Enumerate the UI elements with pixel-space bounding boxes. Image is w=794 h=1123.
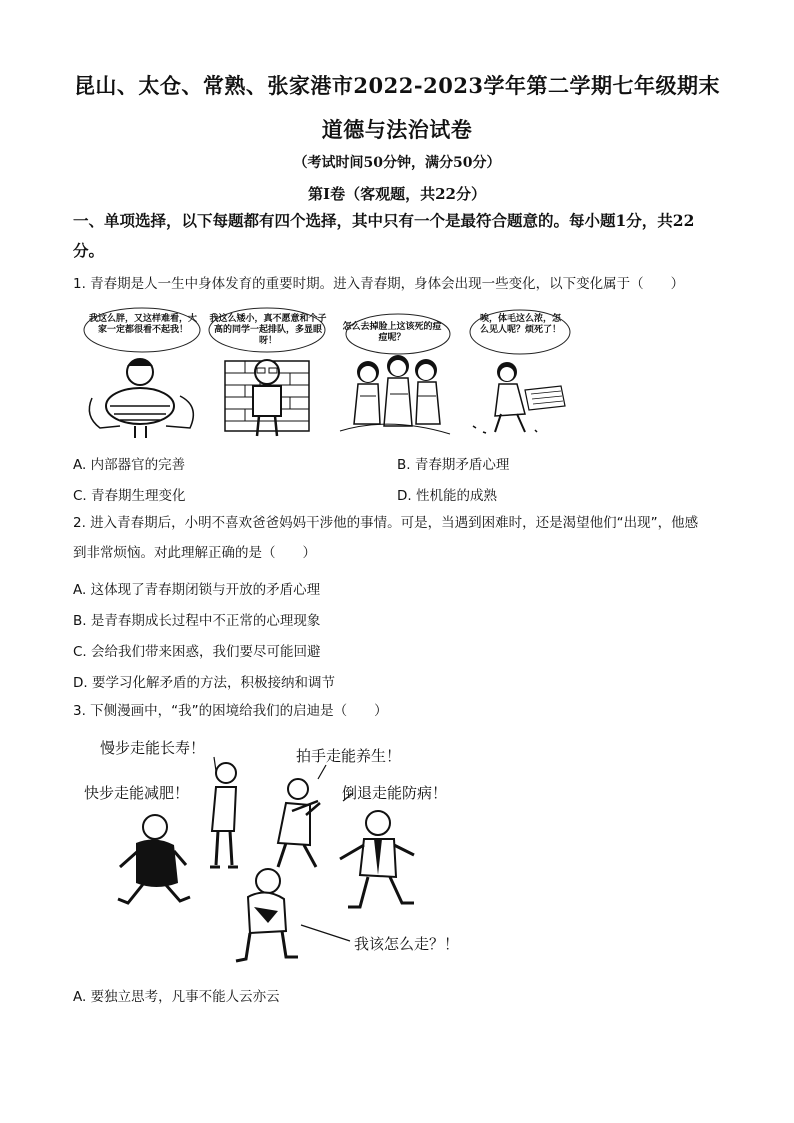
comic-panel2-figure [205, 306, 330, 441]
q1-option-d: D. 性机能的成熟 [397, 488, 497, 504]
cartoon-caption-slow-walk: 慢步走能长寿！ [100, 739, 206, 757]
cartoon-figures [78, 735, 498, 970]
question-1-stem: 1. 青春期是人一生中身体发育的重要时期。进入青春期，身体会出现一些变化，以下变化属于（ ） [73, 276, 685, 292]
section-heading-line2: 分。 [73, 241, 105, 260]
comic-panel4-figure [465, 306, 580, 441]
section-heading-line1: 一、单项选择，以下每题都有四个选择，其中只有一个是最符合题意的。每小题1分，共22 [73, 211, 695, 230]
cartoon-caption-fast-walk: 快步走能减肥！ [84, 784, 190, 802]
section-heading [73, 206, 733, 266]
part-title: 第Ⅰ卷（客观题，共22分） [308, 185, 486, 203]
question-3-cartoon [78, 735, 498, 970]
question-2-stem [73, 508, 723, 568]
q1-option-c: C. 青春期生理变化 [73, 488, 186, 504]
q2-option-c: C. 会给我们带来困惑，我们要尽可能回避 [73, 644, 321, 660]
cartoon-caption-confused: 我该怎么走？！ [354, 935, 460, 953]
q2-option-a: A. 这体现了青春期闭锁与开放的矛盾心理 [73, 582, 321, 598]
q1-option-b: B. 青春期矛盾心理 [397, 457, 510, 473]
comic-panel2-caption: 我这么矮小，真不愿意和个子高的同学一起排队，多显眼呀！ [209, 314, 327, 346]
exam-info: （考试时间50分钟，满分50分） [293, 155, 501, 171]
exam-title-line2: 道德与法治试卷 [321, 117, 473, 142]
q1-option-a: A. 内部器官的完善 [73, 457, 186, 473]
question-3-stem: 3. 下侧漫画中，“我”的困境给我们的启迪是（ ） [73, 703, 388, 719]
comic-panel4-caption: 唉，体毛这么浓，怎么见人呢？烦死了！ [479, 314, 561, 335]
cartoon-caption-backward-walk: 倒退走能防病！ [342, 784, 448, 802]
q2-option-d: D. 要学习化解矛盾的方法，积极接纳和调节 [73, 675, 335, 691]
exam-title-line1: 昆山、太仓、常熟、张家港市2022-2023学年第二学期七年级期末 [73, 73, 721, 98]
comic-panel1-caption: 我这么胖，又这样难看，大家一定都很看不起我！ [88, 314, 197, 335]
cartoon-caption-clap-walk: 拍手走能养生！ [296, 747, 402, 765]
q2-option-b: B. 是青春期成长过程中不正常的心理现象 [73, 613, 321, 629]
question-2-stem-line1: 2. 进入青春期后，小明不喜欢爸爸妈妈干涉他的事情。可是，当遇到困难时，还是渴望他们“出现”，他感 [73, 515, 699, 531]
question-1-comic [80, 306, 580, 441]
comic-panel1-figure [80, 306, 205, 441]
comic-panel3-figure [330, 306, 460, 441]
comic-panel3-caption: 怎么去掉脸上这该死的痘痘呢？ [342, 322, 442, 343]
q3-option-a: A. 要独立思考，凡事不能人云亦云 [73, 989, 280, 1005]
question-2-stem-line2: 到非常烦恼。对此理解正确的是（ ） [73, 545, 316, 561]
